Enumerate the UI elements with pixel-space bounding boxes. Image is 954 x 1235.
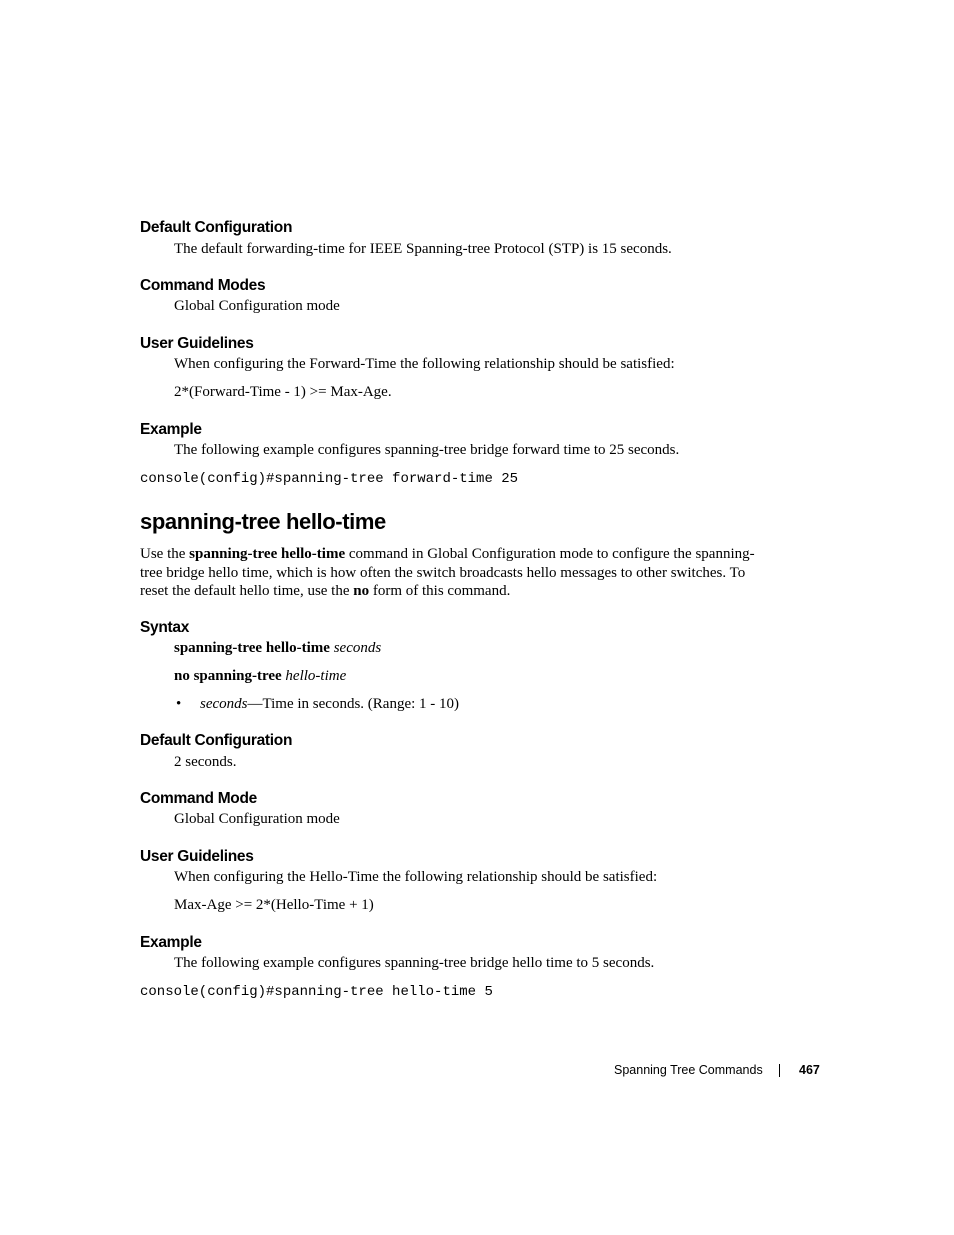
example-heading: Example <box>140 421 202 438</box>
syntax-line-2 <box>174 668 346 685</box>
default-configuration-heading-2: Default Configuration <box>140 732 293 749</box>
syntax-line-1-command: spanning-tree hello-time <box>174 640 330 656</box>
syntax-parameter <box>200 696 459 713</box>
syntax-line-2-argument: hello-time <box>285 668 347 684</box>
command-mode-heading: Command Mode <box>140 790 257 807</box>
intro-middle: command in Global Configuration mode to configure the spanning-tree bridge hello time, which is how often the switch broadcasts hello messages to other switches. To reset the default hello time, use the <box>140 546 755 600</box>
page-number: 467 <box>799 1063 820 1077</box>
example-heading-2: Example <box>140 934 202 951</box>
example-code: console(config)#spanning-tree forward-time 25 <box>140 471 519 487</box>
example-code-2: console(config)#spanning-tree hello-time 5 <box>140 984 493 1000</box>
footer-chapter: Spanning Tree Commands <box>614 1063 763 1077</box>
command-mode-text: Global Configuration mode <box>174 811 340 827</box>
command-modes-text: Global Configuration mode <box>174 298 340 314</box>
intro-no-keyword: no <box>353 583 370 600</box>
user-guidelines-formula-2: Max-Age >= 2*(Hello-Time + 1) <box>174 897 374 913</box>
parameter-term: seconds <box>200 696 248 712</box>
example-text-2: The following example configures spanning-tree bridge hello time to 5 seconds. <box>174 955 655 971</box>
syntax-line-2-command: no spanning-tree <box>174 668 282 684</box>
default-configuration-heading: Default Configuration <box>140 219 293 236</box>
user-guidelines-text-2: When configuring the Hello-Time the following relationship should be satisfied: <box>174 869 658 885</box>
syntax-line-1 <box>174 640 381 657</box>
intro-prefix: Use the <box>140 546 190 562</box>
user-guidelines-text: When configuring the Forward-Time the following relationship should be satisfied: <box>174 356 675 372</box>
bullet-icon: • <box>176 696 182 712</box>
default-configuration-text: The default forwarding-time for IEEE Spanning-tree Protocol (STP) is 15 seconds. <box>174 241 672 257</box>
user-guidelines-formula: 2*(Forward-Time - 1) >= Max-Age. <box>174 384 392 400</box>
command-intro <box>140 545 755 601</box>
intro-suffix: form of this command. <box>369 583 511 600</box>
user-guidelines-heading: User Guidelines <box>140 335 254 352</box>
syntax-line-1-argument: seconds <box>333 640 382 656</box>
default-configuration-text-2: 2 seconds. <box>174 754 237 770</box>
footer-separator <box>779 1064 780 1077</box>
parameter-description: —Time in seconds. (Range: 1 - 10) <box>247 696 460 712</box>
example-text: The following example configures spanning-tree bridge forward time to 25 seconds. <box>174 442 680 458</box>
intro-command: spanning-tree hello-time <box>189 546 346 562</box>
command-modes-heading: Command Modes <box>140 277 266 294</box>
syntax-heading: Syntax <box>140 619 190 636</box>
command-title: spanning-tree hello-time <box>140 509 386 534</box>
user-guidelines-heading-2: User Guidelines <box>140 848 254 865</box>
